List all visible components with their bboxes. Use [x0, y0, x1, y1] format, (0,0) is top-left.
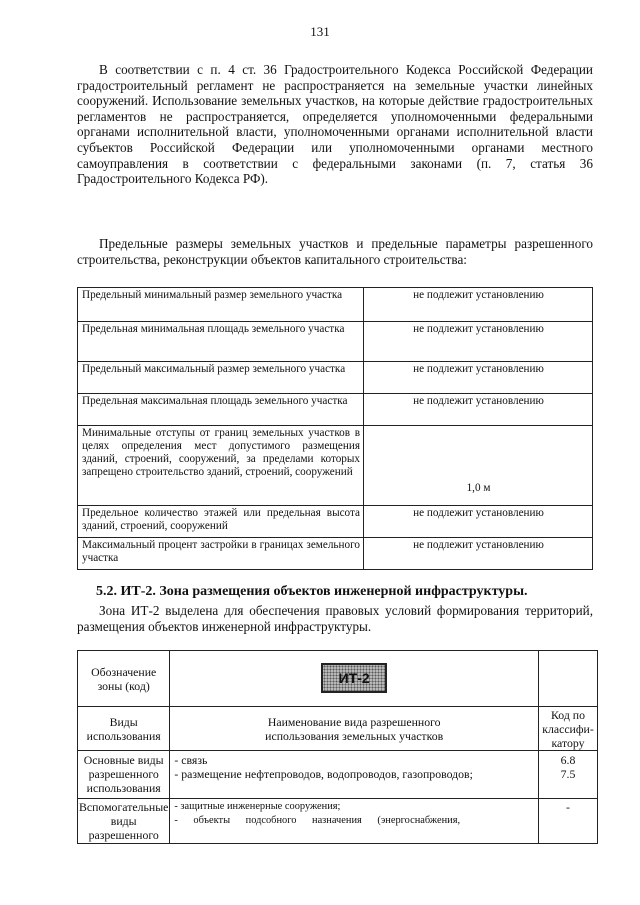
table-row [78, 751, 598, 799]
main-uses-codes [539, 751, 598, 799]
header-name: Наименование вида разрешенного использования земельных участков [170, 707, 539, 751]
table-row [78, 394, 593, 426]
zone-code-badge: ИТ-2 [321, 663, 387, 693]
aux-uses-code: - [539, 799, 598, 844]
header-types: Виды использования [78, 707, 170, 751]
param-cell: Предельная минимальная площадь земельного участка [78, 322, 364, 362]
paragraph-limits-intro: Предельные размеры земельных участков и предельные параметры разрешенного строительства, реконструкции объектов капитального строительства: [77, 236, 593, 267]
list-item: - объекты подсобного назначения (энергоснабжения, [174, 815, 461, 826]
param-cell: Предельный максимальный размер земельного участка [78, 362, 364, 394]
limits-table [77, 287, 593, 570]
header-code: Код по классифи-катору [539, 707, 598, 751]
value-cell: не подлежит установлению [364, 288, 593, 322]
section-heading: 5.2. ИТ-2. Зона размещения объектов инженерной инфраструктуры. [96, 584, 528, 599]
list-item: - связь [174, 753, 208, 767]
zone-table [77, 650, 598, 844]
value-cell: не подлежит установлению [364, 506, 593, 538]
paragraph-zone-purpose: Зона ИТ-2 выделена для обеспечения правовых условий формирования территорий, размещения объектов инженерной инфраструктуры. [77, 603, 593, 634]
value-cell: 1,0 м [364, 426, 593, 506]
value-cell: не подлежит установлению [364, 322, 593, 362]
list-item: - размещение нефтепроводов, водопроводов, газопроводов; [174, 767, 473, 781]
main-uses-list [170, 751, 539, 799]
page-number: 131 [310, 24, 330, 39]
table-row [78, 538, 593, 570]
table-row [78, 651, 598, 707]
param-cell: Предельное количество этажей или предельная высота зданий, строений, сооружений [78, 506, 364, 538]
table-row [78, 322, 593, 362]
param-cell: Минимальные отступы от границ земельных участков в целях определения мест допустимого размещения зданий, строений, сооружений, за пределами которых запрещено строительство зданий, строений, сооружений [78, 426, 364, 506]
value-cell: не подлежит установлению [364, 362, 593, 394]
list-item: - защитные инженерные сооружения; [174, 801, 341, 812]
table-row [78, 799, 598, 844]
param-cell: Предельная максимальная площадь земельного участка [78, 394, 364, 426]
aux-uses-list [170, 799, 539, 844]
aux-uses-label: Вспомогательные виды разрешенного [79, 800, 169, 842]
empty-cell [539, 651, 598, 707]
param-cell: Максимальный процент застройки в границах земельного участка [78, 538, 364, 570]
code-value: 6.8 [560, 753, 576, 767]
designation-label: Обозначение зоны (код) [78, 651, 170, 707]
paragraph-urban-code: В соответствии с п. 4 ст. 36 Градостроительного Кодекса Российской Федерации градостроительный регламент не распространяется на земельные участки линейных сооружений. Использование земельных участков, на которые действие градостроительных регламентов не распространяется, определяется уполномоченными федеральными органами исполнительной власти, уполномоченными органами исполнительной власти субъектов Российской Федерации или уполномоченными органами местного самоуправления в соответствии с федеральными законами (п. 7, статья 36 Градостроительного Кодекса РФ). [77, 62, 593, 187]
zone-code-cell [170, 651, 539, 707]
table-row [78, 506, 593, 538]
param-cell: Предельный минимальный размер земельного участка [78, 288, 364, 322]
main-uses-label: Основные виды разрешенного использования [78, 751, 170, 799]
table-row [78, 362, 593, 394]
value-cell: не подлежит установлению [364, 394, 593, 426]
value-cell: не подлежит установлению [364, 538, 593, 570]
code-value: 7.5 [560, 767, 576, 781]
table-row [78, 707, 598, 751]
table-row [78, 288, 593, 322]
table-row [78, 426, 593, 506]
